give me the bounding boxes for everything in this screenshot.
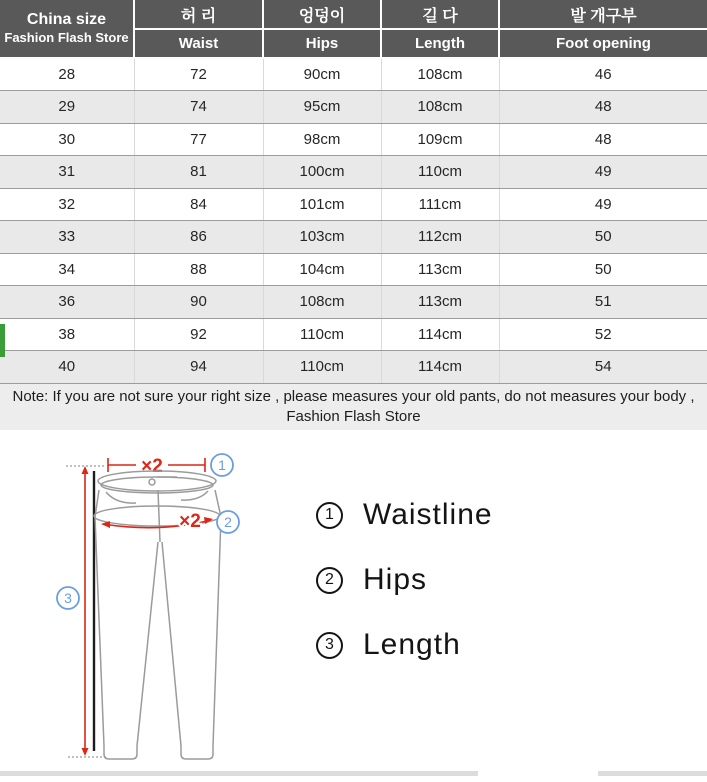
cell-hips: 104cm [263,253,381,286]
cell-size: 34 [0,253,134,286]
marker-3-number: 3 [64,589,72,606]
cell-size: 33 [0,221,134,254]
cell-hips: 90cm [263,58,381,91]
table-row [0,286,707,319]
circled-3-icon: 3 [316,632,343,659]
table-row [0,156,707,189]
cell-length: 110cm [381,156,499,189]
pants-figure [0,430,300,776]
cell-waist: 92 [134,318,263,351]
cell-size: 32 [0,188,134,221]
hip-x2-label: ×2 [179,510,201,532]
header-hips-en: Hips [263,29,381,58]
fly-line [158,490,160,542]
marker-2-number: 2 [224,513,232,530]
note-line1: Note: If you are not sure your right size , please measures your old pants, do not measures your body , [12,388,695,405]
leg-right-outer [213,517,221,746]
leg-right-inner [162,542,181,746]
highlight-marker [0,324,5,357]
cell-length: 114cm [381,351,499,384]
header-cell-title [0,0,134,58]
note [0,384,707,430]
hem-left [104,746,137,759]
cell-waist: 90 [134,286,263,319]
cell-foot: 50 [499,221,707,254]
cell-size: 30 [0,123,134,156]
cell-size: 38 [0,318,134,351]
cell-length: 109cm [381,123,499,156]
table-row [0,91,707,124]
cell-foot: 49 [499,156,707,189]
legend-item-hips [316,562,493,599]
header-length-en: Length [381,29,499,58]
header-waist-en: Waist [134,29,263,58]
cell-foot: 51 [499,286,707,319]
length-arrow-bottom [82,748,89,756]
cell-size: 31 [0,156,134,189]
note-line2: Fashion Flash Store [286,408,421,425]
cell-hips: 95cm [263,91,381,124]
circled-2-icon: 2 [316,567,343,594]
cell-foot: 52 [499,318,707,351]
legend-item-length [316,627,493,664]
header-hips-kr: 엉덩이 [263,0,381,29]
cell-waist: 88 [134,253,263,286]
table-row-highlighted [0,318,707,351]
cell-waist: 94 [134,351,263,384]
cell-size: 40 [0,351,134,384]
cell-foot: 48 [499,91,707,124]
cell-foot: 50 [499,253,707,286]
circled-1-icon: 1 [316,502,343,529]
header-foot-kr: 발 개구부 [499,0,707,29]
cell-hips: 108cm [263,286,381,319]
cell-waist: 86 [134,221,263,254]
cell-waist: 84 [134,188,263,221]
table-row [0,351,707,384]
cell-hips: 101cm [263,188,381,221]
cell-length: 112cm [381,221,499,254]
cell-size: 29 [0,91,134,124]
cell-hips: 100cm [263,156,381,189]
measurement-diagram [0,430,707,776]
legend-label: Length [363,628,461,661]
table-header [0,0,707,58]
table-row [0,58,707,91]
cell-length: 111cm [381,188,499,221]
legend-item-waistline [316,497,493,534]
hem-right [181,746,213,759]
cell-foot: 48 [499,123,707,156]
cell-length: 113cm [381,253,499,286]
waist-x2-label: ×2 [141,455,163,477]
bottom-edge-strip [0,771,478,776]
cell-length: 108cm [381,91,499,124]
size-table [0,0,707,384]
header-row-korean [0,0,707,29]
cell-foot: 54 [499,351,707,384]
marker-1-number: 1 [218,456,226,473]
length-arrow-top [82,466,89,474]
cell-foot: 46 [499,58,707,91]
header-foot-en: Foot opening [499,29,707,58]
header-length-kr: 길 다 [381,0,499,29]
cell-length: 108cm [381,58,499,91]
table-row [0,123,707,156]
cell-size: 28 [0,58,134,91]
cell-foot: 49 [499,188,707,221]
bottom-edge-strip [598,771,707,776]
cell-length: 113cm [381,286,499,319]
cell-hips: 110cm [263,351,381,384]
pocket-left [106,492,136,503]
table-body [0,58,707,383]
button [149,479,155,485]
cell-waist: 74 [134,91,263,124]
cell-size: 36 [0,286,134,319]
cell-waist: 72 [134,58,263,91]
cell-length: 114cm [381,318,499,351]
cell-waist: 81 [134,156,263,189]
leg-left-outer [95,517,104,746]
cell-waist: 77 [134,123,263,156]
cell-hips: 98cm [263,123,381,156]
cell-hips: 110cm [263,318,381,351]
table-title: China size [26,11,107,29]
table-row [0,188,707,221]
table-row [0,221,707,254]
table-row [0,253,707,286]
legend [316,497,493,664]
legend-label: Waistline [363,498,493,531]
header-waist-kr: 허 리 [134,0,263,29]
leg-left-inner [137,542,158,746]
cell-hips: 103cm [263,221,381,254]
table-subtitle: Fashion Flash Store [4,30,129,46]
legend-label: Hips [363,563,428,596]
